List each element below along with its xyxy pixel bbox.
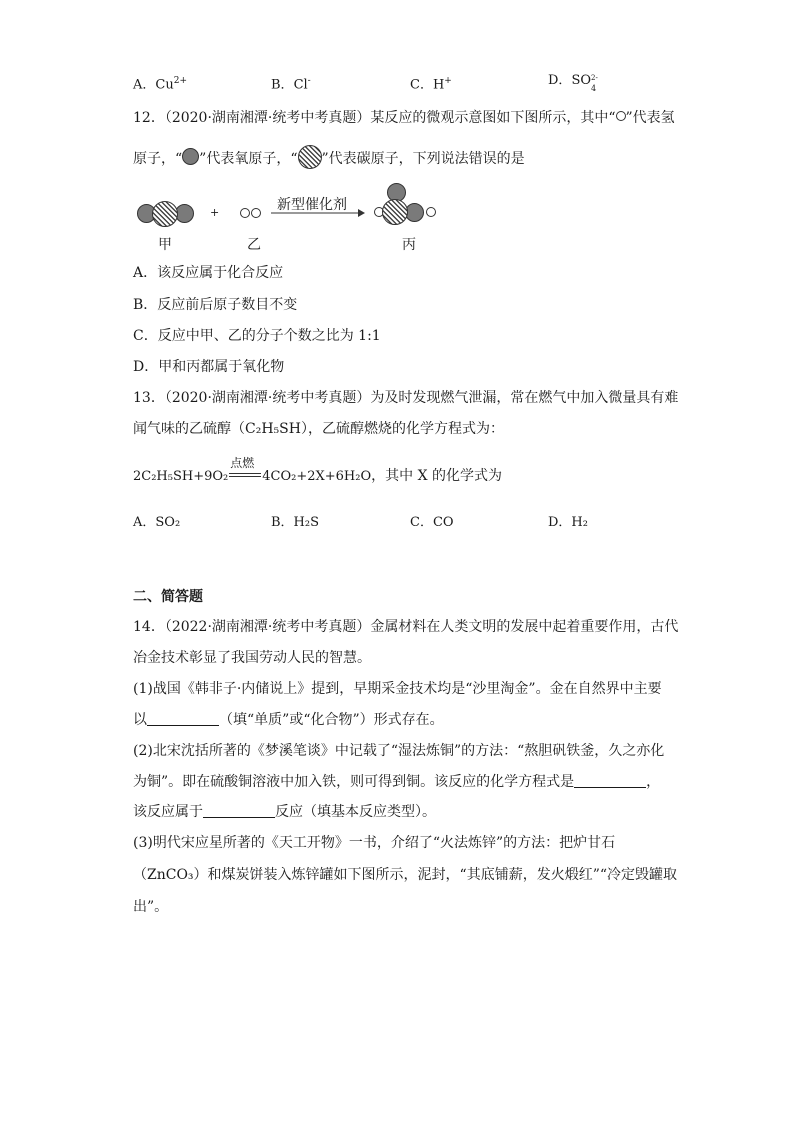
molecule-bing-hydrogen-right: [426, 207, 436, 217]
q13-equation: [133, 456, 503, 487]
label-yi: 乙: [247, 237, 261, 253]
q14-part1-line1: (1)战国《韩非子·内储说上》提到，早期采金技术均是“沙里淘金”。金在自然界中主要: [133, 681, 662, 697]
reaction-arrow: [270, 207, 366, 219]
molecule-yi-hydrogen-left: [240, 208, 250, 218]
q14-part2-line2: 为铜”。即在硫酸铜溶液中加入铁，则可得到铜。该反应的化学方程式是 ，: [133, 774, 661, 790]
answer-blank-2[interactable]: [574, 773, 646, 788]
q13-stem-line2: 闻气味的乙硫醇（C₂H₅SH），乙硫醇燃烧的化学方程式为：: [133, 421, 504, 437]
q11-option-a: A．$Cu^{2+}$: [133, 76, 187, 93]
molecule-bing-carbon: [382, 199, 408, 225]
q12-stem-line2: 原子，“ ”代表氧原子，“ ”代表碳原子，下列说法错误的是: [133, 145, 525, 169]
q14-part2-line1: (2)北宋沈括所著的《梦溪笔谈》中记载了“湿法炼铜”的方法：“熬胆矾铁釜，久之亦化: [133, 743, 665, 759]
q12-option-b: B．反应前后原子数目不变: [133, 297, 298, 313]
label-bing: 丙: [402, 237, 416, 253]
catalyst-label: 新型催化剂: [277, 197, 347, 213]
q14-part3-line3: 出”。: [133, 899, 169, 915]
section-heading: 二、简答题: [133, 589, 203, 605]
q11-option-c: C．H+: [410, 76, 452, 93]
carbon-atom-icon: [298, 145, 322, 169]
q11-option-d: D．SO 2- 4: [548, 73, 598, 93]
q12-option-a: A．该反应属于化合反应: [133, 265, 284, 281]
answer-blank-1[interactable]: [147, 711, 219, 726]
equation-condition: 点燃: [230, 456, 255, 470]
q12-option-d: D．甲和丙都属于氧化物: [133, 359, 285, 375]
q14-part3-line2: （ZnCO₃）和煤炭饼装入炼锌罐如下图所示，泥封，“其底铺薪，发火煅红”“冷定毁罐取: [133, 867, 678, 883]
molecule-yi-hydrogen-right: [251, 208, 261, 218]
q14-intro-line1: 14．（2022·湖南湘潭·统考中考真题）金属材料在人类文明的发展中起着重要作用，古代: [133, 619, 679, 635]
q14-part3-line1: (3)明代宋应星所著的《天工开物》一书，介绍了“火法炼锌”的方法：把炉甘石: [133, 835, 616, 851]
q14-part2-line3: 该反应属于 反应（填基本反应类型）。: [133, 804, 436, 820]
oxygen-atom-icon: [182, 148, 199, 165]
q13-option-c: C．CO: [410, 515, 454, 530]
q12-option-c: C．反应中甲、乙的分子个数之比为 1:1: [133, 328, 381, 344]
plus-sign: +: [210, 206, 220, 219]
q11-option-b: B．Cl-: [271, 76, 311, 93]
answer-blank-3[interactable]: [203, 803, 275, 818]
label-jia: 甲: [158, 237, 172, 253]
q12-stem-line1: 12．（2020·湖南湘潭·统考中考真题）某反应的微观示意图如下图所示，其中“ ”代表氢: [133, 110, 675, 126]
equation-question: ，其中 X 的化学式为: [371, 468, 503, 484]
hydrogen-atom-icon: [616, 111, 626, 121]
molecule-jia-carbon: [152, 201, 178, 227]
q14-intro-line2: 冶金技术彰显了我国劳动人民的智慧。: [133, 650, 371, 666]
equation-products: 4CO₂+2X+6H₂O: [262, 469, 372, 484]
equation-reactants: 2C₂H₅SH+9O₂: [133, 469, 229, 484]
q13-stem-line1: 13．（2020·湖南湘潭·统考中考真题）为及时发现燃气泄漏，常在燃气中加入微量具有难: [133, 390, 679, 406]
q13-option-b: B．H₂S: [271, 515, 320, 530]
q13-option-a: A．SO₂: [133, 515, 181, 530]
equation-condition-arrow: [228, 456, 262, 486]
q13-option-d: D．H₂: [548, 515, 588, 530]
q14-part1-line2: 以 （填“单质”或“化合物”）形式存在。: [133, 712, 444, 728]
